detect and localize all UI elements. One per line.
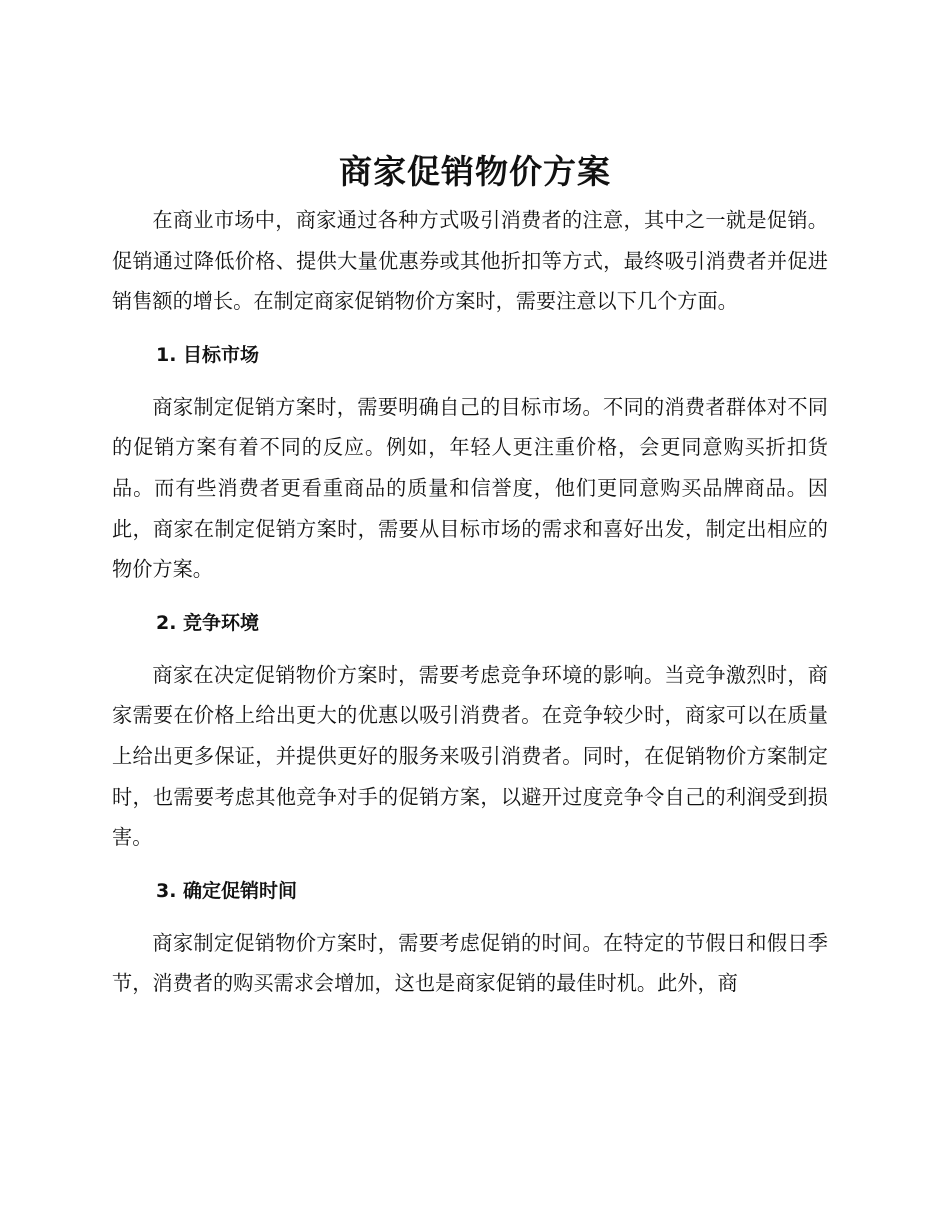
intro-paragraph: 在商业市场中，商家通过各种方式吸引消费者的注意，其中之一就是促销。促销通过降低价格、提供大量优惠券或其他折扣等方式，最终吸引消费者并促进销售额的增长。在制定商家促销物价方案时，需要注意以下几个方面。 — [112, 208, 828, 314]
section-body-promotion-time: 商家制定促销物价方案时，需要考虑促销的时间。在特定的节假日和假日季节，消费者的购买需求会增加，这也是商家促销的最佳时机。此外，商 — [112, 930, 828, 996]
section-body-competition: 商家在决定促销物价方案时，需要考虑竞争环境的影响。当竞争激烈时，商家需要在价格上给出更大的优惠以吸引消费者。在竞争较少时，商家可以在质量上给出更多保证，并提供更好的服务来吸引消费者。同时，在促销物价方案制定时，也需要考虑其他竞争对手的促销方案，以避开过度竞争令自己的利润受到损害。 — [112, 662, 828, 850]
section-body-target-market: 商家制定促销方案时，需要明确自己的目标市场。不同的消费者群体对不同的促销方案有着不同的反应。例如，年轻人更注重价格，会更同意购买折扣货品。而有些消费者更看重商品的质量和信誉度，他们更同意购买品牌商品。因此，商家在制定促销方案时，需要从目标市场的需求和喜好出发，制定出相应的物价方案。 — [112, 394, 828, 582]
document-body — [112, 200, 828, 1004]
section-heading-promotion-time: 3. 确定促销时间 — [156, 879, 298, 902]
section-heading-target-market: 1. 目标市场 — [156, 343, 260, 366]
document-title: 商家促销物价方案 — [339, 152, 611, 191]
section-heading-competition: 2. 竞争环境 — [156, 611, 260, 634]
